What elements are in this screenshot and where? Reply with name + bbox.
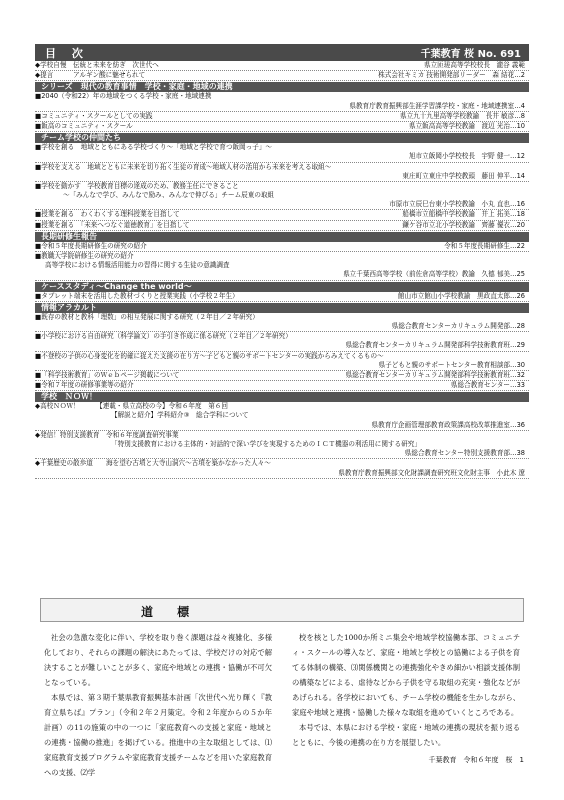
toc-entry-title: ■2040（令和22）年の地域をつくる学校・家庭・地域連携 xyxy=(35,92,212,101)
toc-entry xyxy=(35,440,529,449)
toc-entry-author: 県立匝瑳高等学校校長 瀧谷 義範 xyxy=(423,61,525,69)
toc-entry xyxy=(35,449,529,459)
toc-section-header: シリーズ 現代の教育事情 学校・家庭・地域の連携 xyxy=(35,82,529,92)
toc-entry-title: ■タブレット端末を活用した教材づくりと授業実践（小学校２年生） xyxy=(35,291,239,300)
toc-entry-title: ■令和５年度長期研修生の研究の紹介 xyxy=(35,241,147,250)
toc-entry xyxy=(35,143,529,152)
toc-entry-title: ～「みんなで学び、みんなで励み、みんなで伸びる」チーム辰東の取組 xyxy=(63,191,275,200)
toc-title: 目 次 xyxy=(45,46,89,60)
toc-entry xyxy=(35,352,529,361)
toc-entry-title: ◆発信！特別支援教育 令和６年度調査研究事業 xyxy=(35,430,179,439)
toc-entry xyxy=(35,459,529,468)
toc-entry-title: ■不登校の子供の心身変化を的確に捉えた支援の在り方～子どもと親のサポートセンターの実践からみえてくるもの～ xyxy=(35,351,384,360)
editorial-left-column xyxy=(44,630,272,780)
toc-section-header: 長期研修生報告 xyxy=(35,232,529,242)
toc-entry xyxy=(35,200,529,210)
editorial-paragraph: 社会の急激な変化に伴い、学校を取り巻く課題は益々複雑化、多様化しており、それらの課題の解決にあたっては、学校だけの対応で解決することが難しいことが多く、家庭や地域との連携・協働が不可欠となっている。 xyxy=(44,633,272,687)
toc-entry-author-page: 県教育庁教育振興部文化財課調査研究班文化財主事 小此木 遼 xyxy=(338,468,525,477)
toc-entry-title: ◆千葉歴史の散歩道 海を望む古墳と大寺山洞穴～古墳を築かなかった人々～ xyxy=(35,459,271,468)
toc-entry-title: 【解説と紹介】学科紹介③ 総合学科について xyxy=(111,411,249,420)
toc-entry-author-page: 令和５年度長期研修生…22 xyxy=(444,241,525,250)
toc-entry xyxy=(35,152,529,162)
toc-entry-author-page: 県子どもと親のサポートセンター教育相談部…30 xyxy=(378,360,525,369)
toc-entry-author-page: 県総合教育センターカリキュラム開発部科学技術教育班…29 xyxy=(345,341,525,350)
toc-entry xyxy=(35,191,529,200)
toc-entry xyxy=(35,71,529,81)
toc-entry xyxy=(35,341,529,351)
toc-entry xyxy=(35,270,529,280)
toc-entry xyxy=(35,102,529,112)
toc-entry xyxy=(35,313,529,322)
toc-entry-author-page: 東庄町立東庄中学校教頭 藤田 伸平…14 xyxy=(402,171,525,180)
toc-entry-title: ◆学校自慢 伝統と未来を紡ぎ 次世代へ xyxy=(35,61,159,69)
toc-entry xyxy=(35,163,529,172)
toc-entry-title: ■教職大学院研修生の研究の紹介 xyxy=(35,252,134,260)
editorial-paragraph: 校を核とした1000か所ミニ集会や地域学校協働本部、コミュニティ・スクールの導入など、家庭・地域と学校との協働による子供を育てる体制の構築、⑶関係機関との連携強化やきめ細かい相談支援体制の構築などによる、虐待などから子供を守る取組の充実・強化などがあげられる。各学校においても、チーム学校の機能を生かしながら、家庭や地域と連携・協働した様々な取組を進めていくところである。 xyxy=(292,633,520,717)
editorial-paragraph: 本号では、本県における学校・家庭・地域の連携の現状を振り返るとともに、今後の連携の在り方を展望したい。 xyxy=(292,723,520,747)
editorial-right-column xyxy=(292,630,520,750)
toc-entry xyxy=(35,252,529,261)
toc-entry xyxy=(35,61,529,71)
page-footer: 千葉教育 令和６年度 桜 1 xyxy=(428,756,524,764)
toc-entry-title: ■小学校における自由研究（科学論文）の手引き作成に係る研究（２年目／２年研究） xyxy=(35,332,292,341)
toc-entry-author-page: 船橋市立船橋中学校教諭 井上 拓美…18 xyxy=(402,210,525,219)
toc-entry xyxy=(35,381,529,391)
toc-entry-title: ■学校を創る 地域とともにある学校づくり～「地域と学校で育つ飯岡っ子」～ xyxy=(35,143,273,152)
toc-entry xyxy=(35,112,529,122)
toc-entry-title: ■「科学技術教育」のＷｅｂページ掲載について xyxy=(35,370,180,379)
toc-entry xyxy=(35,371,529,381)
toc-entry xyxy=(35,421,529,431)
toc-entry-title: ■令和７年度の研修事業等の紹介 xyxy=(35,381,134,390)
toc-entry-author-page: 県立九十九里高等学校教諭 長井 敏彦…8 xyxy=(400,111,525,120)
toc-entry xyxy=(35,361,529,371)
toc-entry-title: ■学校を動かす 学校教育目標の達成のため、教務主任にできること xyxy=(35,181,239,190)
toc-entry xyxy=(35,122,529,132)
toc-entry xyxy=(35,92,529,101)
toc-entry-author-page: 県教育庁教育振興部生涯学習課学校・家庭・地域連携室…4 xyxy=(349,101,525,110)
toc-entry-author-page: 県教育庁企画管理部教育政策課高校改革推進室…36 xyxy=(371,420,525,429)
toc-entry-title: ■飯高のコミュニティ・スクール xyxy=(35,121,133,130)
toc-entry xyxy=(35,322,529,332)
toc-entry xyxy=(35,182,529,191)
toc-entry xyxy=(35,292,529,302)
toc-entry xyxy=(35,221,529,231)
toc-list xyxy=(35,61,529,479)
toc-entry-title: ■授業を創る 「未来へつなぐ道徳教育」を目指して xyxy=(35,220,190,229)
toc-entry-title: ■学校を支える 地域とともに未来を切り拓く生徒の育成～地域人材の活用から未来を考える取組～ xyxy=(35,162,332,171)
toc-entry-title: ■授業を創る わくわくする理科授業を目指して xyxy=(35,210,180,219)
toc-entry-author-page: 県総合教育センター…33 xyxy=(450,381,525,390)
toc-entry-author-page: 館山市立館山小学校教諭 黒政直太郎…26 xyxy=(397,291,525,300)
toc-entry xyxy=(35,411,529,420)
toc-entry xyxy=(35,210,529,220)
toc-entry xyxy=(35,469,529,479)
toc-entry-author-page: 県総合教育センター特別支援教育部…38 xyxy=(404,449,525,458)
toc-entry xyxy=(35,431,529,440)
toc-entry xyxy=(35,332,529,341)
toc-entry-title: ◆提言 アルギン酸に魅せられて xyxy=(35,71,146,80)
toc-entry-title: ■既存の教材と教科「理数」の相互発展に関する研究（２年目／２年研究） xyxy=(35,312,259,321)
issue-number: 千葉教育 桜 No. 691 xyxy=(420,49,521,60)
toc-entry-author-page: 旭市立飯岡小学校校長 宇野 健一…12 xyxy=(409,152,525,161)
table-of-contents xyxy=(35,44,529,479)
toc-section-header: チーム学校の仲間たち xyxy=(35,133,529,143)
toc-entry-title: 高等学校における情報活用能力の習得に関する生徒の意識調査 xyxy=(45,261,230,270)
toc-entry-title: ■コミュニティ・スクールとしての実践 xyxy=(35,111,153,120)
toc-entry-author: 株式会社キミカ 技術開発部リーダー 森 結花…2 xyxy=(378,71,525,80)
editorial-title-box xyxy=(40,598,524,622)
toc-entry-title: ◆高校ＮＯＷ！ 【連載・県立高校の今】令和６年度 第６回 xyxy=(35,402,228,411)
toc-entry-author-page: 県総合教育センターカリキュラム開発部科学技術教育班…32 xyxy=(345,370,525,379)
toc-header xyxy=(35,44,529,61)
editorial-title: 道 標 xyxy=(141,605,200,619)
toc-entry xyxy=(35,261,529,270)
toc-entry-title: 「特別支援教育における主体的・対話的で深い学びを実現するためのＩＣＴ機器の利活用に関する研究」 xyxy=(111,440,421,448)
toc-entry xyxy=(35,172,529,182)
toc-entry-author-page: 県立飯高高等学校教諭 渡辺 光治…10 xyxy=(409,121,525,130)
toc-entry-author-page: 鎌ケ谷市立北小学校教諭 齊藤 優衣…20 xyxy=(402,220,525,229)
toc-entry-author-page: 県総合教育センターカリキュラム開発部…28 xyxy=(391,321,525,330)
toc-entry-author-page: 市原市立辰巳台東小学校教諭 小丸 直也…16 xyxy=(389,200,525,209)
toc-section-header: 情報アラカルト xyxy=(35,303,529,313)
toc-section-header: ケーススタディ～Change the world～ xyxy=(35,282,529,292)
toc-entry xyxy=(35,242,529,252)
toc-entry xyxy=(35,402,529,411)
toc-section-header: 学校 ＮＯＷ！ xyxy=(35,392,529,402)
editorial-paragraph: 本県では、第３期千葉県教育振興基本計画「次世代へ光り輝く『教育立県ちば』プラン」（令和２年２月策定。令和２年度からの５か年計画）の11の施策の中の一つに「家庭教育への支援と家庭・地域との連携・協働の推進」を掲げている。推進中の主な取組としては、⑴家庭教育支援プログラムや家庭教育支援チームなどを用いた家庭教育への支援、⑵学 xyxy=(44,693,272,777)
toc-entry-author-page: 県立千葉西高等学校（前佐倉高等学校）教諭 久德 郁美…25 xyxy=(343,270,525,279)
